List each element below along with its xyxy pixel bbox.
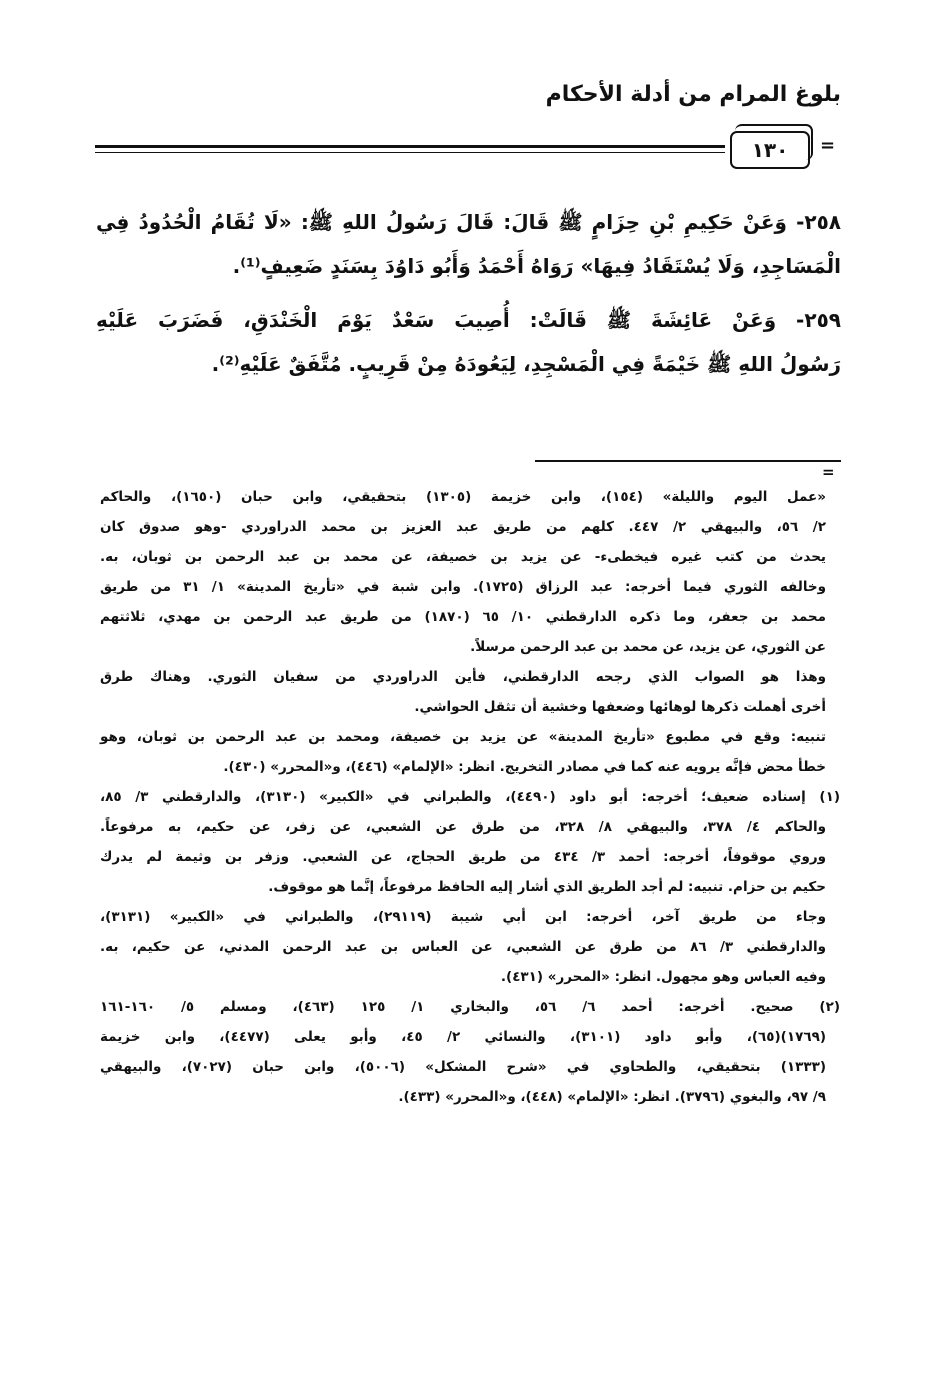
footnote-line: محمد بن جعفر، وما ذكره الدارقطني ١٠/ ٦٥ (١٨٧٠) من طريق عبد الرحمن بن مهدي، ثلاثتهم — [100, 609, 826, 625]
footnote-line: تنبيه: وقع في مطبوع «تأريخ المدينة» عن يزيد بن خصيفة، ومحمد بن عبد الرحمن بن ثوبان، وهو — [100, 729, 826, 745]
footnote-line: حكيم بن حزام. تنبيه: لم أجد الطريق الذي أشار إليه الحافظ مرفوعاً، إنَّما هو موقوف. — [268, 879, 826, 895]
footnote-line: ٢/ ٥٦، والبيهقي ٢/ ٤٤٧. كلهم من طريق عبد العزيز بن محمد الدراوردي -وهو صدوق كان — [100, 519, 826, 535]
header-ornament: = — [820, 135, 836, 156]
hadith-259-line-1: ٢٥٩- وَعَنْ عَائِشَةَ ﷺ قَالَتْ: أُصِيبَ سَعْدٌ يَوْمَ الْخَنْدَقِ، فَضَرَبَ عَلَيْهِ — [96, 308, 841, 332]
footnote-line: عن الثوري، عن يزيد، عن محمد بن عبد الرحمن مرسلاً. — [470, 639, 826, 655]
header-rule — [95, 145, 725, 148]
header-rule-thin — [95, 152, 725, 153]
footnote-line: وروي موقوفاً، أخرجه: أحمد ٣/ ٤٣٤ من طريق الحجاج، عن الشعبي. وزفر بن وثيمة لم يدرك — [100, 849, 826, 865]
footnote-line: وجاء من طريق آخر، أخرجه: ابن أبي شيبة (٢٩١١٩)، والطبراني في «الكبير» (٣١٣١)، — [100, 909, 826, 925]
footnote-line: وهذا هو الصواب الذي رجحه الدارقطني، فأين الدراوردي من سفيان الثوري. وهناك طرق — [100, 669, 826, 685]
footnote-line: (١٣٣٣) بتحقيقي، والطحاوي في «شرح المشكل» (٥٠٠٦)، وابن حبان (٧٠٢٧)، والبيهقي — [100, 1059, 826, 1075]
page-number: ١٣٠ — [730, 131, 810, 169]
footnotes — [100, 482, 840, 1112]
book-title: بلوغ المرام من أدلة الأحكام — [545, 82, 841, 107]
main-text — [96, 200, 841, 386]
footnote-line: والحاكم ٤/ ٣٧٨، والبيهقي ٨/ ٣٢٨، من طرق عن الشعبي، عن زفر، عن حكيم، به مرفوعاً. — [100, 819, 827, 835]
hadith-258-line-2: الْمَسَاجِدِ، وَلَا يُسْتَقَادُ فِيهَا» رَوَاهُ أَحْمَدُ وَأَبُو دَاوُدَ بِسَنَدٍ ضَعِيفٍ⁽¹⁾. — [232, 254, 841, 278]
footnote-line: ٩/ ٩٧، والبغوي (٣٧٩٦). انظر: «الإلمام» (٤٤٨)، و«المحرر» (٤٣٣). — [398, 1089, 826, 1105]
footnote-line: يحدث من كتب غيره فيخطىء- عن يزيد بن خصيفة، عن محمد بن عبد الرحمن بن ثوبان، به. — [100, 549, 826, 565]
footnote-line: والدارقطني ٣/ ٨٦ من طرق عن الشعبي، عن العباس بن عبد الرحمن المدني، عن حكيم، به. — [100, 939, 826, 955]
footnote-line: أخرى أهملت ذكرها لوهائها وضعفها وخشية أن تثقل الحواشي. — [414, 699, 826, 715]
footnote-line: وفيه العباس وهو مجهول. انظر: «المحرر» (٤٣١). — [500, 969, 826, 985]
footnote-line: (١٧٦٩)(٦٥)، وأبو داود (٣١٠١)، والنسائي ٢/ ٤٥، وأبو يعلى (٤٤٧٧)، وابن خزيمة — [100, 1029, 826, 1045]
footnote-2: (٢) صحيح. أخرجه: أحمد ٦/ ٥٦، والبخاري ١/ ١٢٥ (٤٦٣)، ومسلم ٥/ ١٦٠-١٦١ — [100, 999, 840, 1015]
footnote-1: (١) إسناده ضعيف؛ أخرجه: أبو داود (٤٤٩٠)، والطبراني في «الكبير» (٣١٣٠)، والدارقطني ٣/ ٨٥، — [100, 789, 840, 805]
hadith-258-line-1: ٢٥٨- وَعَنْ حَكِيمِ بْنِ حِزَامٍ ﷺ قَالَ: قَالَ رَسُولُ اللهِ ﷺ: «لَا تُقَامُ الْحُدُودُ فِي — [96, 210, 841, 234]
footnote-separator — [535, 460, 841, 462]
footnote-line: «عمل اليوم والليلة» (١٥٤)، وابن خزيمة (١٣٠٥) بتحقيقي، وابن حبان (١٦٥٠)، والحاكم — [100, 489, 826, 505]
footnote-line: وخالفه الثوري فيما أخرجه: عبد الرزاق (١٧٢٥). وابن شبة في «تأريخ المدينة» ١/ ٣١ من طريق — [100, 579, 827, 595]
hadith-259-line-2: رَسُولُ اللهِ ﷺ خَيْمَةً فِي الْمَسْجِدِ، لِيَعُودَهُ مِنْ قَرِيبٍ. مُتَّفَقٌ عَلَيْهِ⁽²⁾. — [211, 352, 841, 376]
footnote-line: خطأ محض فإنَّه يرويه عنه كما في مصادر التخريج. انظر: «الإلمام» (٤٤٦)، و«المحرر» (٤٣٠). — [223, 759, 826, 775]
footnote-continuation-mark: = — [822, 463, 835, 481]
